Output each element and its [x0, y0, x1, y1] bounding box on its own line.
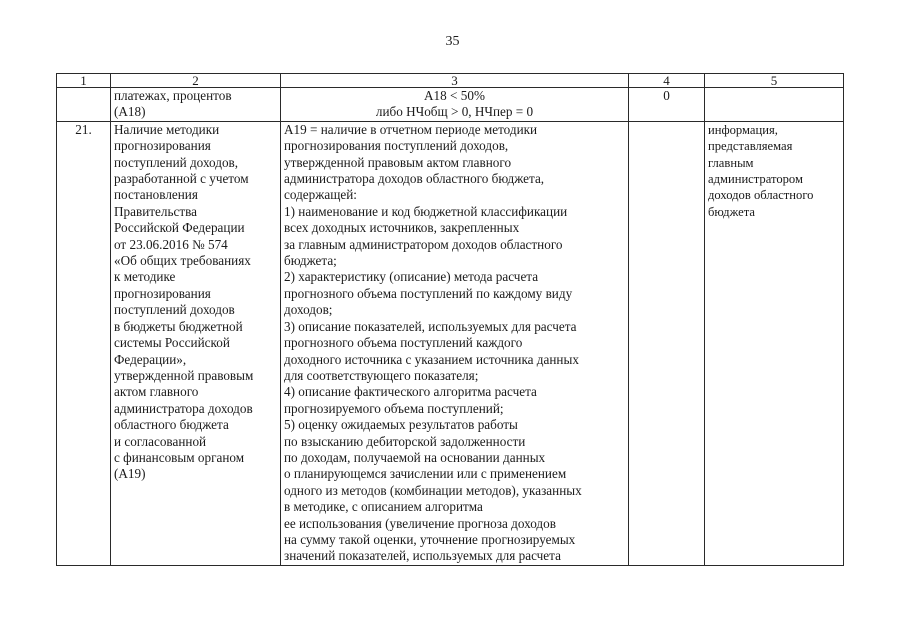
text-line: Российской Федерации — [114, 220, 245, 236]
text-line: прогнозирования — [114, 285, 211, 301]
text-line: (А19) — [114, 466, 146, 482]
text-line: администратора доходов областного бюджета, — [284, 171, 545, 187]
table-row-21 — [57, 121, 844, 565]
text-line: всех доходных источников, закрепленных — [284, 220, 520, 236]
continuation-number-cell — [57, 88, 111, 122]
text-line: А18 < 50% — [424, 88, 485, 103]
text-line: администратором — [708, 172, 803, 187]
text-line: за главным администратором доходов областного — [284, 236, 563, 252]
text-line: представляемая — [708, 139, 793, 154]
header-col-3: 3 — [281, 74, 629, 88]
text-line: 3) описание показателей, используемых для расчета — [284, 318, 577, 334]
text-line: поступлений доходов — [114, 302, 235, 318]
text-line: одного из методов (комбинации методов), указанных — [284, 482, 582, 498]
indicators-table — [56, 73, 844, 566]
continuation-formula-cell — [281, 88, 629, 122]
text-line: доходного источника с указанием источника данных — [284, 351, 579, 367]
header-col-4: 4 — [629, 74, 705, 88]
text-line: прогнозирования поступлений доходов, — [284, 138, 509, 154]
indicator-name-cell — [111, 121, 281, 565]
text-line: по взысканию дебиторской задолженности — [284, 433, 526, 449]
text-line: платежах, процентов — [114, 88, 232, 103]
text-line: разработанной с учетом — [114, 171, 249, 187]
text-line: либо НЧобщ > 0, НЧпер = 0 — [375, 104, 534, 120]
text-line: доходов; — [284, 302, 333, 318]
text-line: (А18) — [114, 104, 146, 120]
text-line: к методике — [114, 269, 176, 285]
continuation-source-cell — [705, 88, 844, 122]
text-line: прогнозного объема поступлений каждого — [284, 335, 523, 351]
text-line: А19 = наличие в отчетном периоде методики — [284, 121, 538, 137]
text-line: бюджета — [708, 204, 755, 219]
text-line: в методике, с описанием алгоритма — [284, 499, 483, 515]
header-col-5: 5 — [705, 74, 844, 88]
text-line: утвержденной правовым актом главного — [284, 154, 512, 170]
continuation-name-cell — [111, 88, 281, 122]
page-number: 35 — [445, 34, 460, 49]
text-line: утвержденной правовым — [114, 367, 254, 383]
text-line: значений показателей, используемых для расчета — [284, 548, 561, 564]
text-line: областного бюджета — [114, 417, 229, 433]
text-line: актом главного — [114, 384, 199, 400]
text-line: Федерации», — [114, 351, 187, 367]
continuation-row — [57, 88, 844, 122]
text-line: с финансовым органом — [114, 449, 245, 465]
text-line: 1) наименование и код бюджетной классификации — [284, 203, 568, 219]
text-line: «Об общих требованиях — [114, 253, 251, 269]
text-line: поступлений доходов, — [114, 154, 239, 170]
text-line: прогнозирования — [114, 138, 211, 154]
header-col-2: 2 — [111, 74, 281, 88]
text-line: ее использования (увеличение прогноза доходов — [284, 515, 556, 531]
text-line: 5) оценку ожидаемых результатов работы — [284, 417, 518, 433]
continuation-score-cell — [629, 88, 705, 122]
text-line: от 23.06.2016 № 574 — [114, 236, 228, 252]
text-line: прогнозного объема поступлений по каждому виду — [284, 285, 573, 301]
score-cell — [629, 121, 705, 565]
text-line: главным — [708, 155, 754, 170]
formula-description-cell — [281, 121, 629, 565]
text-line: по доходам, получаемой на основании данных — [284, 449, 546, 465]
text-line: доходов областного — [708, 188, 814, 203]
text-line: системы Российской — [114, 335, 230, 351]
text-line: в бюджеты бюджетной — [114, 318, 243, 334]
text-line: для соответствующего показателя; — [284, 367, 479, 383]
text-line: прогнозируемого объема поступлений; — [284, 400, 504, 416]
text-line: бюджета; — [284, 253, 337, 269]
text-line: 4) описание фактического алгоритма расчета — [284, 384, 537, 400]
text-line: на сумму такой оценки, уточнение прогнозируемых — [284, 531, 576, 547]
text-line: и согласованной — [114, 433, 207, 449]
text-line: администратора доходов — [114, 400, 253, 416]
text-line: Правительства — [114, 203, 197, 219]
text-line: о планирующемся зачислении или с применением — [284, 466, 567, 482]
score-value: 0 — [663, 88, 670, 103]
header-col-1: 1 — [57, 74, 111, 88]
text-line: 2) характеристику (описание) метода расчета — [284, 269, 539, 285]
text-line: информация, — [708, 122, 778, 137]
text-line: содержащей: — [284, 187, 357, 203]
text-line: постановления — [114, 187, 198, 203]
header-row — [57, 74, 844, 88]
data-source-cell — [705, 121, 844, 565]
row-number: 21. — [57, 121, 111, 565]
text-line: Наличие методики — [114, 121, 220, 137]
